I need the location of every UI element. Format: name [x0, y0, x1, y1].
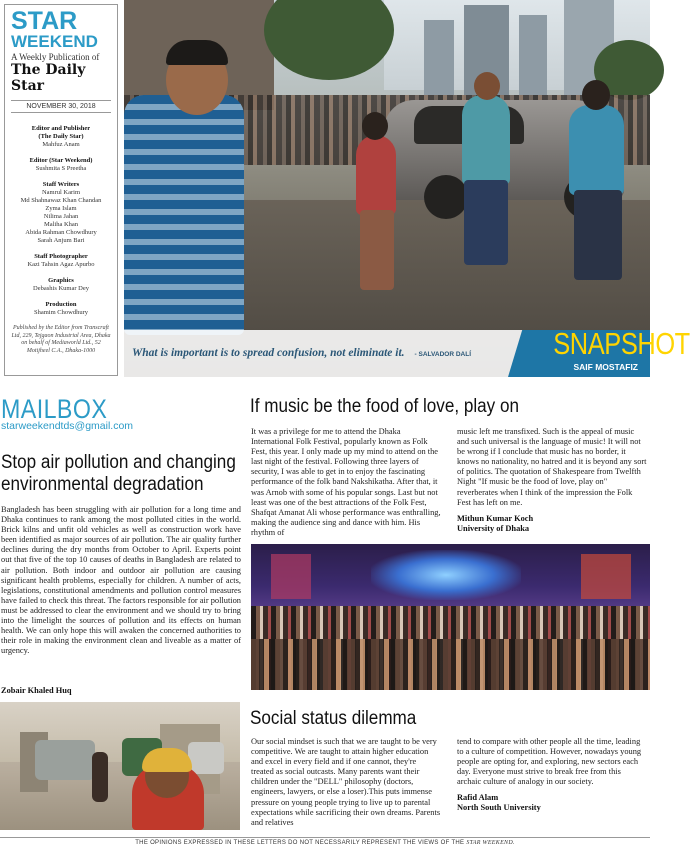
snapshot-quote-author: - SALVADOR DALÍ: [414, 351, 471, 358]
credit-name: Nilima Jahan: [43, 213, 79, 220]
person-head: [582, 80, 610, 110]
masthead: [4, 4, 118, 376]
article-author: Zobair Khaled Huq: [1, 686, 72, 695]
issue-date: NOVEMBER 30, 2018: [26, 103, 96, 110]
footer-text: THE OPINIONS EXPRESSED IN THESE LETTERS DO NOT NECESSARILY REPRESENT THE VIEWS OF THE: [135, 840, 465, 846]
person-head: [474, 72, 500, 100]
person-jeans: [574, 190, 622, 280]
paper-name: The Daily Star: [11, 62, 86, 94]
credit-name: Namrul Karim: [41, 189, 81, 196]
credit-name: Maliha Khan: [43, 221, 79, 228]
article-paragraph: Our social mindset is such that we are taught to be very competitive. We are taught to attain higher education and excel in every field and if one cannot, they're treated as social outcasts. Many parents want their children under the "DELL" philosophy (doctors, engineers, lawyers, or else a loser).This puts immense pressure on young people trying to live up to parental expectations while sacrificing their own dreams. Parents and relatives: [251, 737, 441, 827]
footer-divider: [0, 837, 650, 838]
credit-name: Zyma Islam: [45, 205, 77, 212]
photo-pedestrian: [92, 752, 108, 802]
headscarf: [142, 748, 192, 772]
credit-role: Staff Photographer: [34, 253, 88, 260]
photographer-credit: SAIF MOSTAFIZ: [573, 362, 638, 372]
credit-role: Graphics: [48, 277, 74, 284]
credit-staff-photographer: [11, 253, 111, 269]
person-selfie: [462, 95, 510, 185]
credit-name: Md Shahnawaz Khan Chandan: [20, 197, 102, 204]
article-title-social-status: Social status dilemma: [250, 708, 417, 729]
smog-photo: [0, 702, 240, 830]
photo-building: [424, 20, 454, 100]
credit-name: Kazi Tahsin Agaz Apurbo: [27, 261, 95, 268]
person-blue-shirt: [569, 105, 624, 195]
person-checked-shirt: [356, 135, 396, 215]
snapshot-photo: [124, 0, 690, 377]
credit-role: Editor (Star Weekend): [29, 157, 93, 164]
credit-role: (The Daily Star): [38, 133, 84, 140]
concert-crowd-front: [251, 639, 650, 690]
article-affiliation: North South University: [457, 803, 541, 813]
article-paragraph: tend to compare with other people all the time, leading to a culture of competition. However, nowadays young people are opting for, and exploring, new sectors each day. Everyone must strive to break free from this archaic culture of analogy in our society.: [457, 737, 642, 787]
article-body-air-pollution: Bangladesh has been struggling with air pollution for a long time and Dhaka continues to rank among the most polluted cities in the world. Brick kilns and unfit old vehicles as well as construction work have been identified as major sources of air pollution. The air quality further declines during the dry months from October to April. Experts point out that five of the top 10 causes of deaths in Bangladesh are related to air pollution. Both indoor and outdoor air pollution are causing significant health problems, especially for children. A number of acts, legislations, constitutional amendments and pollution control measures have failed to check this threat. The factors responsible for air pollution must be addressed to clear the environment and we should try to bring into the limelight the sources of pollution and its effects on human health. We can only hope this will awaken the concerned authorities to their role in making the environment clean and liveable as a matter of urgency.: [1, 505, 241, 656]
divider: [11, 100, 111, 101]
person-jeans: [464, 180, 508, 265]
credit-name: Sarah Anjum Bari: [37, 237, 85, 244]
logo-weekend: WEEKEND: [11, 32, 98, 51]
credit-role: Production: [45, 301, 77, 308]
person-striped-shirt: [124, 95, 244, 335]
article-body-music-col2: [457, 427, 647, 534]
mailbox-email[interactable]: starweekendtds@gmail.com: [1, 420, 134, 432]
snapshot-caption: [124, 330, 524, 377]
credit-name: Sushmita S Preetha: [35, 165, 87, 172]
article-author: Mithun Kumar Koch: [457, 513, 534, 523]
weekly-publication-line: A Weekly Publication of: [11, 52, 100, 62]
article-title-music: If music be the food of love, play on: [250, 396, 520, 417]
article-paragraph: It was a privilege for me to attend the Dhaka International Folk Festival, popularly known as Folk Fest, this year. I only made up my mind to attend on the last night of the festival. Following three layers of security, I was able to get in to enjoy the fascinating performance of the folk band Nakshikatha. After that, it was Arnob with some of his popular songs. Last but not least was one of the best attractions of the Folk Fest, Shafqat Amanat Ali whose performance was enthralling, making the audience sing and dance with him. His rhythm of: [251, 427, 441, 537]
credit-name: Mahfuz Anam: [42, 141, 80, 148]
photo-tree: [264, 0, 394, 80]
snapshot-title: SNAPSHOT: [553, 326, 690, 361]
photo-car: [188, 742, 224, 774]
snapshot-quote: What is important is to spread confusion, not eliminate it.: [132, 347, 405, 359]
person-hair: [166, 40, 228, 65]
article-affiliation: University of Dhaka: [457, 523, 530, 533]
footer-publication: STAR WEEKEND.: [466, 840, 515, 846]
divider: [11, 112, 111, 113]
credit-role: Staff Writers: [42, 181, 80, 188]
concert-photo: [251, 544, 650, 690]
article-body-social-col1: [251, 737, 441, 828]
credit-graphics: [11, 277, 111, 293]
credit-production: [11, 301, 111, 317]
photo-car: [35, 740, 95, 780]
credit-staff-writers: [11, 181, 111, 245]
credit-name: Shamim Chowdhury: [34, 309, 88, 316]
person-head: [362, 112, 388, 140]
credit-editor-publisher: [11, 125, 111, 149]
car-wheel: [424, 175, 468, 219]
stage-screen: [271, 554, 311, 599]
mailbox-title: MAILBOX: [1, 394, 108, 424]
stage-lights: [371, 550, 521, 600]
person-trousers: [360, 210, 394, 290]
credit-editor: [11, 157, 111, 173]
article-title-air-pollution: Stop air pollution and changing environmental degradation: [1, 452, 236, 495]
stage-screen: [581, 554, 631, 599]
credit-role: Editor and Publisher: [31, 125, 91, 132]
article-body-social-col2: [457, 737, 647, 813]
logo-star: STAR: [11, 7, 78, 35]
publication-note: Published by the Editor from Transcraft Ltd, 229, Tejgaon Industrial Area, Dhaka on behalf of Mediaworld Ltd., 52 Motijheel C.A., Dhaka-1000: [11, 325, 111, 354]
article-author: Rafid Alam: [457, 793, 499, 803]
footer-disclaimer: [0, 840, 650, 846]
credit-name: Abida Rahman Chowdhury: [25, 229, 97, 236]
photo-building: [519, 15, 547, 100]
article-paragraph: music left me transfixed. Such is the appeal of music and such universal is the language of music! It will not be wrong if I conclude that music has no border, it knows no nationality, no hatred and it is beyond any sort of politics. The quotation of Shakespeare from Twelfth Night "If music be the food of love, play on" reverberates when I think of the impression the Folk Fest has left on me.: [457, 427, 647, 507]
article-body-music-col1: [251, 427, 441, 538]
credit-name: Debashis Kumar Dey: [33, 285, 89, 292]
